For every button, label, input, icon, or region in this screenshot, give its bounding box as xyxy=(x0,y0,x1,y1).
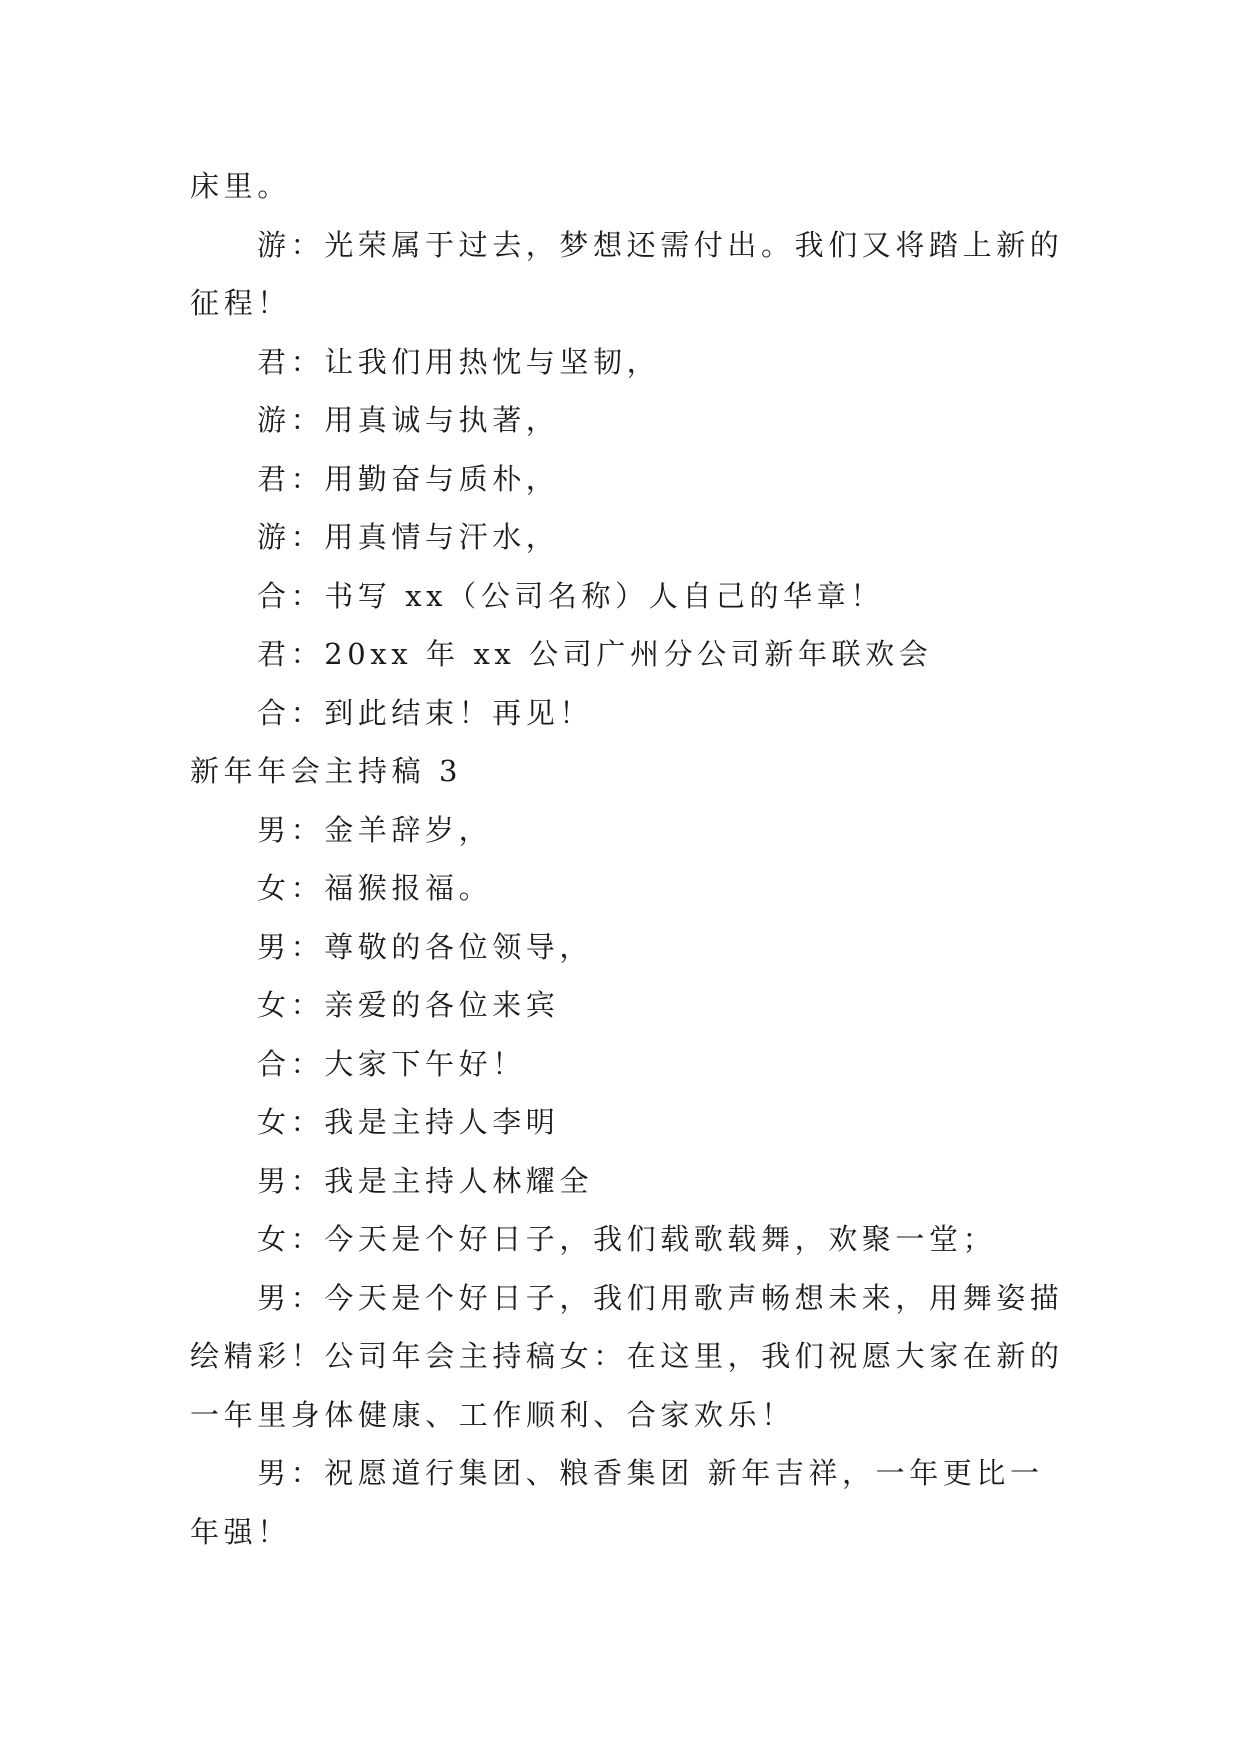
text-line: 男：尊敬的各位领导， xyxy=(257,929,594,964)
text-line: 男：祝愿道行集团、粮香集团 新年吉祥，一年更比一 xyxy=(257,1456,1044,1490)
text-line: 君：20xx 年 xx 公司广州分公司新年联欢会 xyxy=(257,637,933,671)
text-line: 床里。 xyxy=(190,169,291,203)
text-line: 君：让我们用热忱与坚韧， xyxy=(257,344,661,379)
text-line: 绘精彩！公司年会主持稿女：在这里，我们祝愿大家在新的 xyxy=(190,1339,1064,1373)
text-line: 征程！ xyxy=(190,286,291,320)
text-line: 君：用勤奋与质朴， xyxy=(257,461,560,496)
text-line: 合：书写 xx（公司名称）人自己的华章！ xyxy=(257,578,884,613)
text-line: 游：光荣属于过去，梦想还需付出。我们又将踏上新的 xyxy=(257,227,1064,262)
text-line: 游：用真情与汗水， xyxy=(257,520,560,554)
text-line: 合：到此结束！再见！ xyxy=(257,695,594,730)
text-line: 女：我是主持人李明 xyxy=(257,1105,560,1139)
text-line: 女：亲爱的各位来宾 xyxy=(257,988,560,1022)
text-line: 一年里身体健康、工作顺利、合家欢乐！ xyxy=(190,1397,795,1432)
text-line: 年强！ xyxy=(190,1514,291,1549)
section-heading: 新年年会主持稿 3 xyxy=(190,754,463,788)
text-line: 女：今天是个好日子，我们载歌载舞，欢聚一堂； xyxy=(257,1222,997,1256)
document-page xyxy=(190,157,1064,1561)
text-line: 合：大家下午好！ xyxy=(257,1046,526,1081)
text-line: 男：我是主持人林耀全 xyxy=(257,1163,594,1198)
text-line: 女：福猴报福。 xyxy=(257,871,493,905)
text-line: 男：今天是个好日子，我们用歌声畅想未来，用舞姿描 xyxy=(257,1280,1064,1315)
text-line: 游：用真诚与执著， xyxy=(257,403,560,437)
text-line: 男：金羊辞岁， xyxy=(257,812,493,847)
